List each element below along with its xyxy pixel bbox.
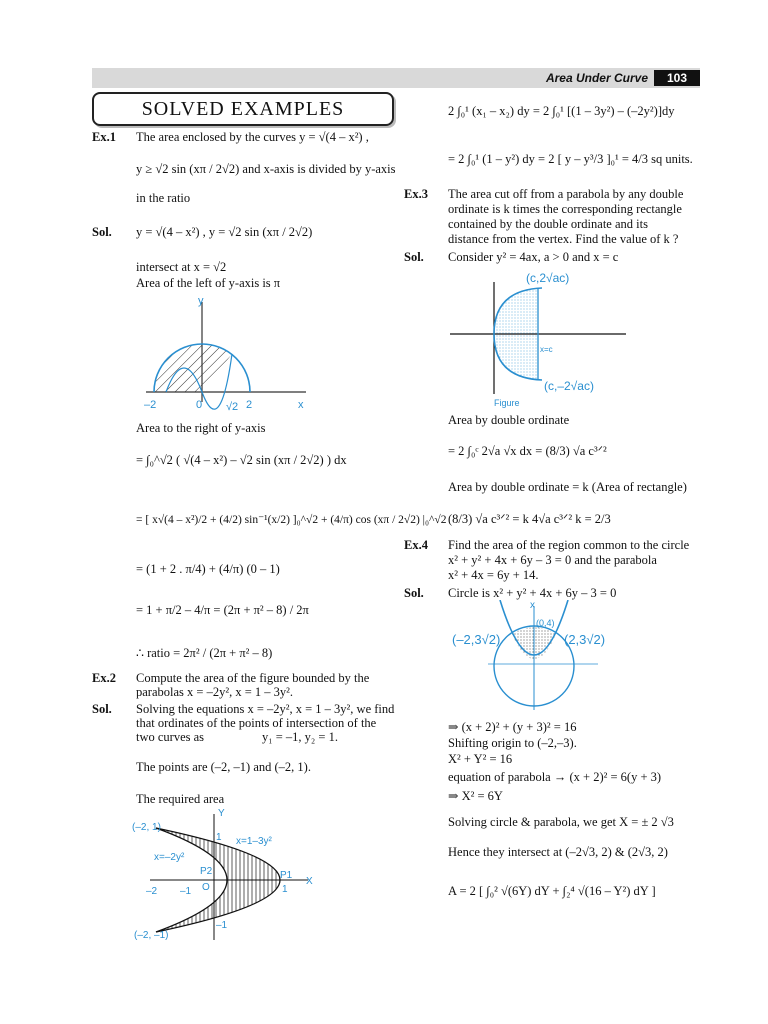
- ex4-s1: ⇒ (x + 2)² + (y + 3)² = 16: [448, 720, 577, 734]
- ex1-line3: in the ratio: [136, 191, 191, 205]
- ex2-cont-eq1: 2 ∫₀¹ (x₁ – x₂) dy = 2 ∫₀¹ [(1 – 3y²) – (–2y²)]dy: [448, 104, 675, 118]
- ex2-sol1: Solving the equations x = –2y², x = 1 – 3y², we find: [136, 702, 395, 716]
- ex1-right-text: Area to the right of y-axis: [136, 421, 266, 435]
- fig4-right: (2,3√2): [564, 632, 606, 647]
- ex4-figure: [448, 600, 648, 714]
- ex2-figure: [130, 806, 330, 944]
- ex1-eqD: = 1 + π/2 – 4/π = (2π + π² – 8) / 2π: [136, 603, 309, 617]
- ex3-line2: ordinate is k times the corresponding rectangle: [448, 202, 682, 216]
- fig2-m1: –1: [180, 886, 192, 897]
- ex3-sol1: Consider y² = 4ax, a > 0 and x = c: [448, 250, 619, 264]
- ex3-line4: distance from the vertex. Find the value of k ?: [448, 232, 679, 246]
- ex2-cont-eq2: = 2 ∫₀¹ (1 – y²) dy = 2 [ y – y³/3 ]₀¹ = 4/3 sq units.: [448, 152, 693, 166]
- ex2-sol3b: y₁ = –1, y₂ = 1.: [262, 730, 338, 744]
- ex1-label: Ex.1: [92, 130, 116, 144]
- ex4-s4: equation of parabola → (x + 2)² = 6(y + 3): [448, 770, 662, 784]
- ex2-label: Ex.2: [92, 671, 116, 685]
- ex1-eqE: ∴ ratio = 2π² / (2π + π² – 8): [136, 646, 273, 660]
- ex4-s5: ⇒ X² = 6Y: [448, 789, 503, 803]
- ex1-sol-label: Sol.: [92, 225, 112, 239]
- ex4-s3: X² + Y² = 16: [448, 752, 513, 766]
- page-number: 103: [654, 70, 700, 86]
- ex4-s8: A = 2 [ ∫₀² √(6Y) dY + ∫₂⁴ √(16 – Y²) dY ]: [448, 884, 656, 898]
- fig2-one: 1: [216, 832, 222, 843]
- fig1-y-label: y: [198, 295, 204, 307]
- ex3-line3: contained by the double ordinate and its: [448, 217, 648, 231]
- ex1-line2: y ≥ √2 sin (xπ / 2√2) and x-axis is divided by y-axis: [136, 162, 396, 176]
- fig1-x: x: [298, 399, 304, 411]
- ex1-figure: [136, 292, 336, 414]
- fig1-0: 0: [196, 399, 203, 411]
- ex2-line2: parabolas x = –2y², x = 1 – 3y².: [136, 685, 293, 699]
- ex2-line1: Compute the area of the figure bounded by the: [136, 671, 370, 685]
- ex1-sol1: y = √(4 – x²) , y = √2 sin (xπ / 2√2): [136, 225, 313, 239]
- fig1-r2: √2: [226, 401, 239, 413]
- fig4-04: (0,4): [536, 618, 555, 628]
- fig2-O: O: [202, 882, 210, 893]
- ex3-ado: Area by double ordinate: [448, 413, 570, 427]
- ex1-eqC: = (1 + 2 . π/4) + (4/π) (0 – 1): [136, 562, 280, 576]
- ex4-label: Ex.4: [404, 538, 428, 552]
- fig2-1: 1: [282, 884, 288, 895]
- ex4-s7: Hence they intersect at (–2√3, 2) & (2√3, 2): [448, 845, 668, 859]
- ex2-req: The required area: [136, 792, 225, 806]
- ex3-sol-label: Sol.: [404, 250, 424, 264]
- fig2-pt2: (–2, –1): [134, 930, 169, 941]
- fig2-P2: P2: [200, 866, 213, 877]
- fig1-m2: –2: [144, 399, 157, 411]
- ex4-line2: x² + y² + 4x + 6y – 3 = 0 and the parabola: [448, 553, 657, 567]
- section-heading: SOLVED EXAMPLES: [92, 92, 394, 126]
- fig2-mone: –1: [216, 920, 228, 931]
- ex1-eqB: = [ x√(4 – x²)/2 + (4/2) sin⁻¹(x/2) ]₀^√2 + (4/π) cos (xπ / 2√2) |₀^√2: [136, 514, 447, 526]
- fig2-c1: x=1–3y²: [236, 836, 272, 847]
- ex2-sol2: that ordinates of the points of intersection of the: [136, 716, 377, 730]
- ex4-sol1: Circle is x² + y² + 4x + 6y – 3 = 0: [448, 586, 617, 600]
- ex1-sol3: Area of the left of y-axis is π: [136, 276, 281, 290]
- ex4-sol-label: Sol.: [404, 586, 424, 600]
- ex2-sol3a: two curves as: [136, 730, 205, 744]
- fig2-m2: –2: [146, 886, 158, 897]
- fig2-c2: x=–2y²: [154, 852, 185, 863]
- ex1-eqA: = ∫₀^√2 ( √(4 – x²) – √2 sin (xπ / 2√2) ) dx: [136, 453, 347, 467]
- fig3-bot: (c,–2√ac): [544, 379, 594, 393]
- fig4-x: x: [530, 600, 535, 611]
- ex3-line1: The area cut off from a parabola by any double: [448, 187, 684, 201]
- ex4-s2: Shifting origin to (–2,–3).: [448, 736, 577, 750]
- header-title: Area Under Curve: [545, 71, 648, 85]
- ex1-line1: The area enclosed by the curves y = √(4 – x²) ,: [136, 130, 369, 144]
- fig2-Y: Y: [218, 808, 225, 819]
- ex3-ado2: Area by double ordinate = k (Area of rectangle): [448, 480, 687, 494]
- ex1-sol2: intersect at x = √2: [136, 260, 227, 274]
- fig2-pt1: (–2, 1): [132, 822, 161, 833]
- fig2-P1: P1: [280, 870, 293, 881]
- ex3-label: Ex.3: [404, 187, 428, 201]
- ex4-line1: Find the area of the region common to the circle: [448, 538, 690, 552]
- ex2-points: The points are (–2, –1) and (–2, 1).: [136, 760, 311, 774]
- fig3-xc: x=c: [540, 345, 553, 354]
- ex3-eq2: (8/3) √a c³ᐟ² = k 4√a c³ᐟ² k = 2/3: [448, 512, 611, 526]
- ex3-eq1: = 2 ∫₀ᶜ 2√a √x dx = (8/3) √a c³ᐟ²: [448, 444, 607, 458]
- fig4-left: (–2,3√2): [452, 632, 501, 647]
- ex2-sol-label: Sol.: [92, 702, 112, 716]
- fig2-X: X: [306, 876, 313, 887]
- ex3-figure: [448, 266, 628, 410]
- fig3-caption: Figure: [494, 398, 520, 408]
- fig3-top: (c,2√ac): [526, 271, 570, 285]
- ex4-line3: x² + 4x = 6y + 14.: [448, 568, 539, 582]
- ex4-s6: Solving circle & parabola, we get X = ± 2 √3: [448, 815, 674, 829]
- fig1-2: 2: [246, 399, 253, 411]
